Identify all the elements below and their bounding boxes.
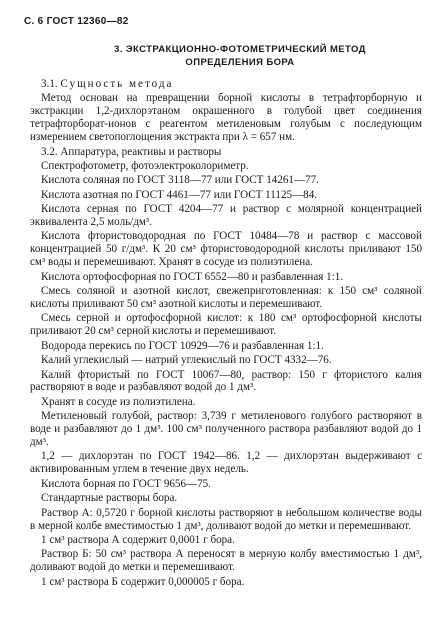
- page-header: С. 6 ГОСТ 12360—82: [24, 16, 129, 27]
- subsection-heading: Аппаратура, реактивы и растворы: [60, 145, 222, 158]
- subsection-3-2-heading: [30, 146, 422, 159]
- paragraph: Кислота азотная по ГОСТ 4461—77 или ГОСТ 11125—84.: [41, 188, 318, 201]
- paragraph: Спектрофотометр, фотоэлектроколориметр.: [41, 159, 249, 172]
- paragraph: Метиленовый голубой, раствор: 3,739 г метиленового голубого растворяют в воде и разбавляют до 1 дм³. 100 см³ полученного раствора разбавляют водой до 1 дм³.: [30, 410, 422, 449]
- paragraph: Калий фтористый по ГОСТ 10067—80, раствор: 150 г фтористого калия растворяют в воде и разбавляют водой до 1 дм³.: [30, 368, 422, 394]
- paragraph: Стандартные растворы бора.: [41, 492, 178, 505]
- paragraph: Кислота соляная по ГОСТ 3118—77 или ГОСТ 14261—77.: [41, 174, 319, 187]
- paragraph: 1 см³ раствора А содержит 0,0001 г бора.: [41, 533, 235, 546]
- paragraph: Калий углекислый — натрий углекислый по ГОСТ 4332—76.: [41, 354, 332, 367]
- document-body: [30, 78, 422, 590]
- paragraph: Раствор Б: 50 см³ раствора А переносят в мерную колбу вместимостью 1 дм³, доливают водой до метки и перемешивают.: [30, 548, 422, 574]
- paragraph: Смесь серной и ортофосфорной кислот: к 180 см³ ортофосфорной кислоты приливают 20 см³ серной кислоты и перемешивают.: [30, 312, 422, 338]
- paragraph: Кислота фтористоводородная по ГОСТ 10484—78 и раствор с массовой концентрацией 50 г/дм³. К 20 см³ фтористоводородной кислоты приливают 150 см³ воды и перемешивают. Хранят в сосуде из полиэтилена.: [30, 230, 422, 269]
- paragraph: Раствор А: 0,5720 г борной кислоты растворяют в небольшом количестве воды в мерной колбе вместимостью 1 дм³, доливают водой до метки и перемешивают.: [30, 506, 422, 532]
- paragraph-essence: Метод основан на превращении борной кислоты в тетрафторборную и экстракции 1,2-дихлорэтаном окрашенного в голубой цвет соединения тетрафторборат-ионов с реагентом метиленовым голубым с последующим измерением светопоглощения экстракта при λ = 657 нм.: [30, 92, 422, 144]
- subsection-number: 3.1.: [41, 78, 58, 90]
- paragraph: Кислота серная по ГОСТ 4204—77 и раствор с молярной концентрацией эквивалента 2,5 моль/дм³.: [30, 203, 422, 229]
- subsection-heading: Сущность метода: [60, 78, 174, 90]
- paragraph: Водорода перекись по ГОСТ 10929—76 и разбавленная 1:1.: [41, 339, 324, 352]
- subsection-number: 3.2.: [41, 145, 58, 158]
- paragraph: Хранят в сосуде из полиэтилена.: [41, 395, 196, 408]
- section-title-line-2: ОПРЕДЕЛЕНИЯ БОРА: [185, 57, 295, 68]
- paragraph: Кислота ортофосфорная по ГОСТ 6552—80 и разбавленная 1:1.: [41, 270, 344, 283]
- subsection-3-1-heading: [30, 78, 422, 91]
- paragraph: Кислота борная по ГОСТ 9656—75.: [41, 477, 211, 490]
- paragraph: Смесь соляной и азотной кислот, свежеприготовленная: к 150 см³ соляной кислоты приливают 50 см³ азотной кислоты и перемешивают.: [30, 285, 422, 310]
- paragraph: 1,2 — дихлорэтан по ГОСТ 1942—86. 1,2 — дихлорэтан выдерживают с активированным углем в течение двух недель.: [30, 450, 422, 476]
- section-title-line-1: 3. ЭКСТРАКЦИОННО-ФОТОМЕТРИЧЕСКИЙ МЕТОД: [114, 44, 366, 55]
- paragraph: 1 см³ раствора Б содержит 0,000005 г бора.: [41, 575, 245, 588]
